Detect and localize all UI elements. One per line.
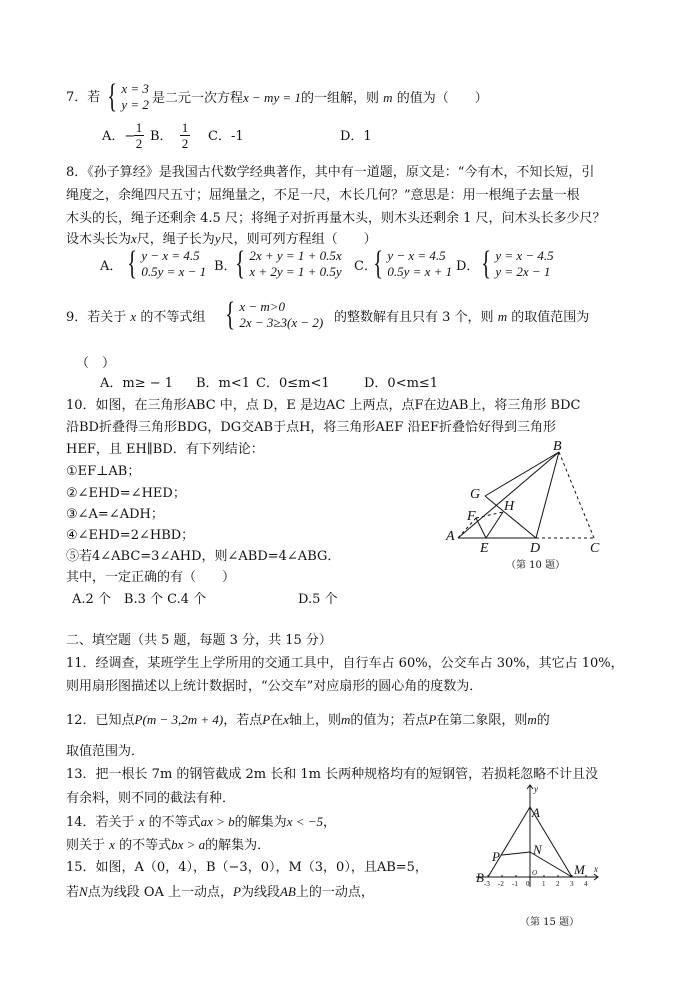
q15-tick-label: 3: [570, 880, 574, 888]
q15-label-b: B: [476, 870, 484, 885]
q7-system-row2: y = 2: [121, 97, 149, 112]
q15-tick-label: -2: [498, 880, 504, 888]
q15-figure: [470, 782, 605, 894]
q15-label-p: P: [492, 849, 500, 864]
q10-label-h: H: [504, 499, 515, 514]
q8-option-b-system: { 2x + y = 1 + 0.5x x + 2y = 1 + 0.5y: [235, 245, 342, 282]
q15-line2: 若N点为线段 OA 上一动点，P为线段AB上的一动点，: [66, 884, 374, 900]
q10-label-b: B: [553, 440, 562, 454]
q15-segment-ab: [488, 807, 530, 877]
q10-conclusion-4: ④∠EHD=2∠HBD；: [66, 528, 195, 543]
q10-conclusion-3: ③∠A=∠ADH；: [66, 507, 164, 522]
q8-option-d-system: { y = x − 4.5 y = 2x − 1: [481, 245, 554, 282]
q8-option-d-label: D．: [456, 259, 480, 274]
q10-side-bc: [559, 452, 594, 538]
q10-line2: 沿BD折叠得三角形BDG，DG交AB于点H，将三角形AEF 沿EF折叠恰好得到三角形: [66, 420, 556, 435]
q9-system: { x − m>0 2x − 3≥3(x − 2): [225, 296, 324, 333]
q8-line1: 8．《孙子算经》是我国古代数学经典著作，其中有一道题，原文是：“今有木，不知长短，引: [66, 165, 595, 180]
q8-option-b-label: B．: [214, 259, 237, 274]
q10-options-abc: A.2 个 B.3 个 C.4 个: [72, 592, 207, 607]
q10-figure: [440, 440, 610, 560]
section2-title: 二、填空题（共 5 题，每题 3 分，共 15 分）: [66, 633, 332, 648]
q9-option-a: A．m≥ − 1: [100, 376, 174, 391]
q12-line2: 取值范围为．: [66, 744, 145, 759]
q15-tick-label: 0: [526, 880, 530, 888]
q10-label-f: F: [467, 509, 476, 524]
q10-label-a: A: [446, 529, 455, 544]
q10-label-c: C: [590, 541, 600, 556]
q9-option-d: D．0<m≤1: [364, 376, 439, 391]
q8-option-c-system: { y − x = 4.5 0.5y = x + 1: [373, 245, 453, 282]
q15-tick-labels: [484, 880, 588, 888]
q7-option-d: D．1: [340, 129, 372, 144]
q8-line2: 绳度之，余绳四尺五寸；屈绳量之，不足一尺，木长几何？”意思是：用一根绳子去量一根: [66, 188, 580, 203]
q7-option-c: C．-1: [208, 129, 244, 144]
q15-segment-pn: [502, 852, 530, 855]
q10-question: 其中，一定正确的有（ ）: [66, 570, 236, 585]
q15-label-m: M: [574, 862, 585, 877]
q8-option-c-label: C．: [354, 259, 377, 274]
q8-option-a-system: { y − x = 4.5 0.5y = x − 1: [127, 245, 207, 282]
q10-conclusion-5: ⑤若4∠ABC=3∠AHD，则∠ABD=4∠ABG．: [66, 549, 341, 564]
q15-label-x: x: [594, 864, 598, 874]
q7-system: { x = 3 y = 2: [107, 78, 149, 115]
q8-option-a-label: A．: [100, 259, 123, 274]
q10-option-d: D.5 个: [298, 592, 338, 607]
q7-option-a-fraction: 1 2: [135, 120, 143, 151]
q10-line1: 10．如图，在三角形ABC 中，点 D，E 是边AC 上两点，点F在边AB上，将三角形 BDC: [66, 398, 581, 413]
q15-label-n: N: [533, 842, 542, 857]
q10-caption: （第 10 题）: [506, 560, 566, 571]
q15-tick-label: 2: [556, 880, 560, 888]
q7-option-b: B．: [150, 129, 173, 144]
q11-line2: 则用扇形图描述以上统计数据时，“公交车”对应扇形的圆心角的度数为．: [66, 679, 483, 694]
q7-option-b-fraction: 1 2: [181, 120, 189, 151]
q14-line1: 14．若关于 x 的不等式ax > b的解集为x < −5，: [66, 814, 337, 830]
q9-option-c: C．0≤m<1: [256, 376, 330, 391]
q12-point: P(m − 3,2m + 4): [134, 712, 224, 727]
q9-text-cont: 的整数解有且只有 3 个，则 m 的取值范围为: [334, 309, 590, 325]
q8-line4: 设木头长为x尺，绳子长为y尺，则可列方程组（ ）: [66, 231, 377, 247]
q8-line3: 木头的长，绳子还剩余 4.5 尺；将绳子对折再量木头，则木头还剩余 1 尺，问木头长多少尺？: [66, 211, 606, 226]
q10-label-e: E: [480, 541, 489, 556]
q10-conclusion-2: ②∠EHD=∠HED；: [66, 486, 186, 501]
q10-label-g: G: [470, 487, 481, 502]
q10-conclusion-1: ①EF⊥AB；: [66, 464, 141, 479]
q10-label-d: D: [530, 541, 541, 556]
q15-tick-label: 4: [584, 880, 588, 888]
q14-line2: 则关于 x 的不等式bx > a的解集为．: [66, 837, 271, 853]
q15-tick-label: -1: [512, 880, 518, 888]
q10-segment-bd: [536, 452, 559, 538]
q15-line1: 15．如图，A（0，4），B（−3，0），M（3，0），且AB=5，: [66, 860, 428, 875]
q10-segment-fh: [476, 512, 503, 518]
q9-answer-paren: （ ）: [76, 356, 116, 371]
q13-line1: 13．把一根长 7m 的钢管截成 2m 长和 1m 长两种规格均有的短钢管，若损耗忽略不计且没: [66, 767, 599, 782]
q15-caption: （第 15 题）: [520, 917, 580, 928]
q10-line3: HEF，且 EH∥BD．有下列结论：: [66, 442, 264, 457]
q15-label-y: y: [534, 784, 538, 794]
q11-line1: 11．经调查，某班学生上学所用的交通工具中，自行车占 60%，公交车占 30%，其它占 10%，: [66, 656, 624, 671]
q7-prefix: 7．若: [66, 90, 101, 105]
q9-text: 9．若关于 x 的不等式组: [66, 309, 206, 325]
q7-text: 是二元一次方程x − my = 1的一组解，则 m 的值为（ ）: [152, 90, 488, 106]
q13-line2: 有余料，则不同的截法有种．: [66, 791, 236, 806]
q10-segment-bg: [485, 452, 559, 496]
q7-equation: x − my = 1: [243, 90, 301, 105]
q7-system-row1: x = 3: [121, 81, 149, 96]
q10-segment-eh: [486, 512, 503, 538]
q15-label-o: O: [532, 869, 538, 877]
q10-segment-fe: [476, 518, 486, 538]
q7-option-a: A．−: [102, 129, 136, 144]
q15-tick-label: -3: [484, 880, 490, 888]
q9-option-b: B．m<1: [196, 376, 251, 391]
q15-label-a: A: [532, 805, 540, 820]
q12-line1: 12．已知点P(m − 3,2m + 4)，若点P在x轴上，则m的值为；若点P在第二象限，则m的: [66, 712, 550, 728]
q15-tick-label: 1: [542, 880, 546, 888]
